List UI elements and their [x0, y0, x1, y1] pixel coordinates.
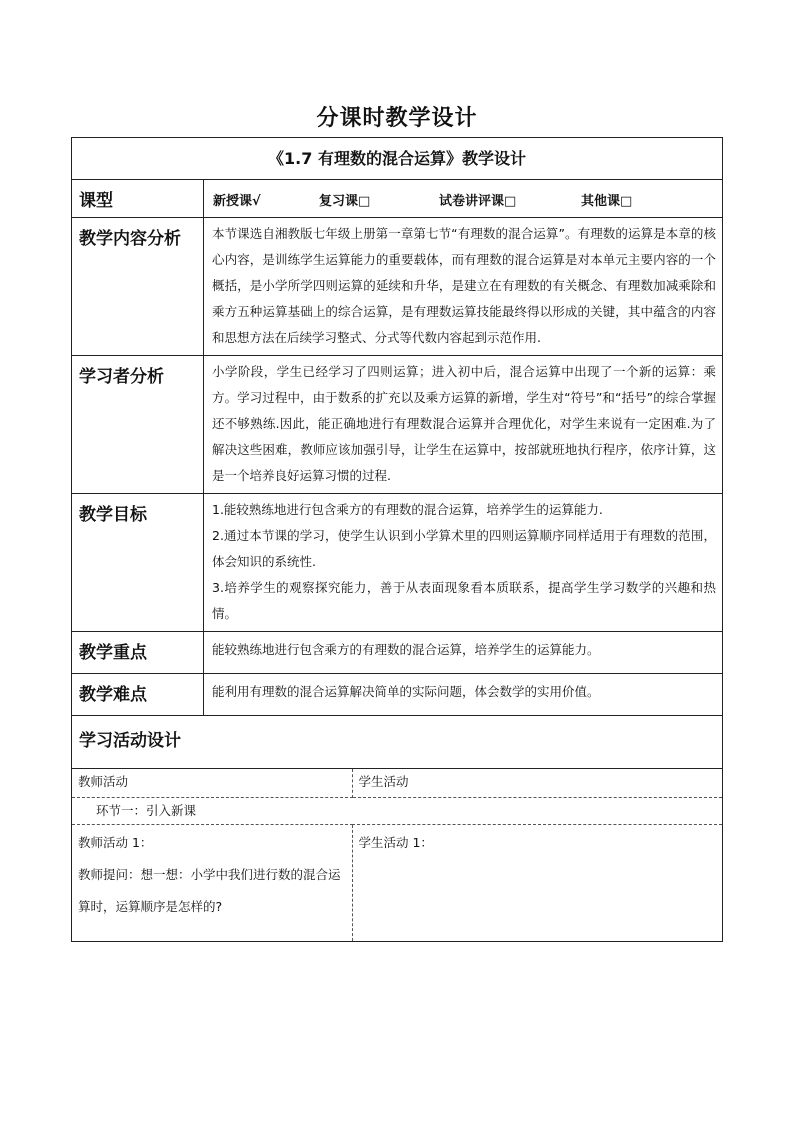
teaching-goal-item: 1.能较熟练地进行包含乘方的有理数的混合运算，培养学生的运算能力.: [212, 502, 603, 517]
difficulties-label: 教学难点: [72, 674, 204, 716]
page-title: 分课时教学设计: [316, 106, 478, 131]
teaching-goals-row: [72, 494, 723, 632]
lesson-design-table: [71, 137, 723, 942]
content-analysis-label: 教学内容分析: [72, 218, 204, 356]
student-activity-header: 学生活动: [352, 769, 722, 798]
teacher-activity-header: 教师活动: [72, 769, 352, 798]
lesson-type-option-new[interactable]: 新授课√: [213, 194, 261, 209]
lesson-type-option-exam-review[interactable]: 试卷讲评课□: [439, 194, 517, 209]
lesson-type-options: [204, 180, 723, 218]
student-activity-title: 学生活动 1：: [358, 835, 433, 850]
learner-analysis-row: [72, 356, 723, 494]
lesson-type-option-other[interactable]: 其他课□: [581, 194, 633, 209]
difficulties-row: [72, 674, 723, 716]
activity-design-label: 学习活动设计: [72, 716, 723, 769]
teacher-activity-title: 教师活动 1：: [78, 835, 153, 850]
activity-header-row: [72, 769, 722, 798]
teaching-goal-item: 3.培养学生的观察探究能力，善于从表面现象看本质联系，提高学生学习数学的兴趣和热情。: [212, 580, 717, 621]
activity-design-header-row: [72, 716, 723, 769]
learner-analysis-label: 学习者分析: [72, 356, 204, 494]
lesson-type-label: 课型: [72, 180, 204, 218]
activity-table: [72, 769, 722, 941]
lesson-type-row: [72, 180, 723, 218]
activity-body-row: [72, 825, 722, 942]
activity-stage-row: [72, 798, 722, 825]
content-analysis-row: [72, 218, 723, 356]
activity-stage-title: 环节一：引入新课: [72, 798, 722, 825]
difficulties-text: 能利用有理数的混合运算解决简单的实际问题，体会数学的实用价值。: [204, 674, 723, 716]
doc-title: 《1.7 有理数的混合运算》教学设计: [72, 138, 723, 180]
teacher-activity-cell: [72, 825, 352, 942]
lesson-type-option-review[interactable]: 复习课□: [319, 194, 371, 209]
key-points-text: 能较熟练地进行包含乘方的有理数的混合运算，培养学生的运算能力。: [204, 632, 723, 674]
student-activity-cell: [352, 825, 722, 942]
teaching-goal-item: 2.通过本节课的学习，使学生认识到小学算术里的四则运算顺序同样适用于有理数的范围，体会知识的系统性.: [212, 528, 717, 569]
teacher-activity-text: 教师提问：想一想：小学中我们进行数的混合运算时，运算顺序是怎样的?: [78, 867, 341, 914]
teaching-goals-label: 教学目标: [72, 494, 204, 632]
key-points-row: [72, 632, 723, 674]
activity-design-row: [72, 769, 723, 942]
content-analysis-text: 本节课选自湘教版七年级上册第一章第七节“有理数的混合运算”。有理数的运算是本章的核心内容，是训练学生运算能力的重要载体，而有理数的混合运算是对本单元主要内容的一个概括，是小学所学四则运算的延续和升华，是建立在有理数的有关概念、有理数加减乘除和乘方五种运算基础上的综合运算，是有理数运算技能最终得以形成的关键，其中蕴含的内容和思想方法在后续学习整式、分式等代数内容起到示范作用.: [204, 218, 723, 356]
learner-analysis-text: 小学阶段，学生已经学习了四则运算；进入初中后，混合运算中出现了一个新的运算：乘方。学习过程中，由于数系的扩充以及乘方运算的新增，学生对“符号”和“括号”的综合掌握还不够熟练.因此，能正确地进行有理数混合运算并合理优化，对学生来说有一定困难.为了解决这些困难，教师应该加强引导，让学生在运算中，按部就班地执行程序，依序计算，这是一个培养良好运算习惯的过程.: [204, 356, 723, 494]
activity-design-cell: [72, 769, 723, 942]
teaching-goals-list: [204, 494, 723, 632]
key-points-label: 教学重点: [72, 632, 204, 674]
